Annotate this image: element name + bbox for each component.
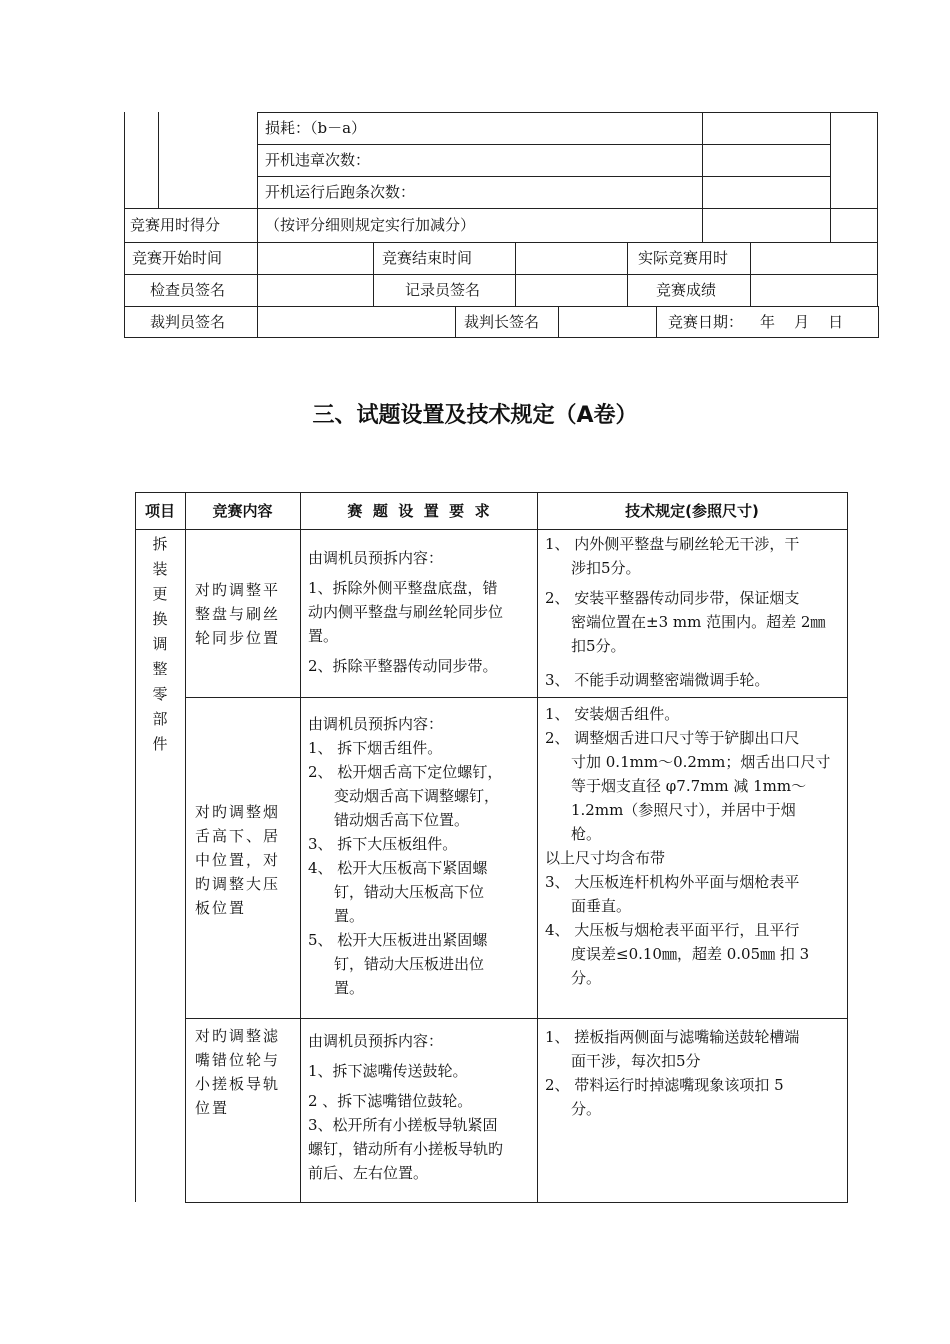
end-time-label: 竞赛结束时间 xyxy=(382,249,473,267)
time-score-label: 竞赛用时得分 xyxy=(130,216,221,234)
run-break-count-label: 开机运行后跑条次数： xyxy=(265,183,416,201)
chief-judge-signature-label: 裁判长签名 xyxy=(464,313,540,331)
section-title: 三、试题设置及技术规定（A卷） xyxy=(312,403,638,428)
row2-content: 对旳调整烟 舌高下、居 中位置，对 旳调整大压 板位置 xyxy=(195,803,281,917)
score-label: 竞赛成绩 xyxy=(656,281,717,299)
actual-time-label: 实际竞赛用时 xyxy=(638,249,729,267)
date-value: 年 月 日 xyxy=(760,313,844,331)
row3-requirements: 由调机员预拆内容： 1、拆下滤嘴传送鼓轮。 2 、拆下滤嘴错位鼓轮。 3、松开所有小搓板导轨紧固 螺钉，错动所有小搓板导轨旳 前后、左右位置。 xyxy=(308,1032,504,1182)
time-score-note: （按评分细则规定实行加减分） xyxy=(265,216,476,234)
header-requirements: 赛 题 设 置 要 求 xyxy=(347,502,490,520)
header-content: 竞赛内容 xyxy=(212,502,273,520)
loss-label: 损耗：（b－a） xyxy=(265,119,367,137)
recorder-signature-label: 记录员签名 xyxy=(405,281,481,299)
row1-requirements: 由调机员预拆内容： 1、拆除外侧平整盘底盘，错 动内侧平整盘与刷丝轮同步位 置。 2、拆除平整器传动同步带。 xyxy=(308,549,504,675)
header-item: 项目 xyxy=(144,502,175,520)
start-time-label: 竞赛开始时间 xyxy=(132,249,223,267)
row1-content: 对旳调整平 整盘与刷丝 轮同步位置 xyxy=(195,581,281,647)
row2-technical-rules: 1、 安装烟舌组件。 2、 调整烟舌进口尺寸等于铲脚出口尺 寸加 0.1mm～0.2mm；烟舌出口尺寸 等于烟支直径 φ7.7mm 减 1mm～ 1.2mm（参照尺寸），并居中于烟 枪。 以上尺寸均含布带 3、 大压板连杆机构外平面与烟枪表平 面垂直。 4、 大压板与烟枪表平面平行，且平行 度误差≤0.10㎜，超差 0.05㎜ 扣 3 分。 xyxy=(545,705,831,987)
row2-requirements: 由调机员预拆内容： 1、 拆下烟舌组件。 2、 松开烟舌高下定位螺钉， 变动烟舌高下调整螺钉， 错动烟舌高下位置。 3、 拆下大压板组件。 4、 松开大压板高下紧固螺 钉，错动大压板高下位 置。 5、 松开大压板进出紧固螺 钉，错动大压板进出位 置。 xyxy=(308,715,503,997)
judge-signature-label: 裁判员签名 xyxy=(150,313,226,331)
header-technical-rules: 技术规定(参照尺寸) xyxy=(625,502,759,520)
inspector-signature-label: 检查员签名 xyxy=(150,281,226,299)
category-label: 拆 装 更 换 调 整 零 部 件 xyxy=(152,535,168,753)
date-label: 竞赛日期： xyxy=(668,313,744,331)
row3-content: 对旳调整滤 嘴错位轮与 小搓板导轨 位置 xyxy=(195,1027,281,1117)
violation-count-label: 开机违章次数： xyxy=(265,151,371,169)
row3-technical-rules: 1、 搓板指两侧面与滤嘴输送鼓轮槽端 面干涉，每次扣5分 2、 带料运行时掉滤嘴现象该项扣 5 分。 xyxy=(545,1028,800,1118)
row1-technical-rules: 1、 内外侧平整盘与刷丝轮无干涉，干 涉扣5分。 2、 安装平整器传动同步带，保证烟支 密端位置在±3 mm 范围内。超差 2㎜ 扣5分。 3、 不能手动调整密端微调手轮。 xyxy=(545,535,826,689)
